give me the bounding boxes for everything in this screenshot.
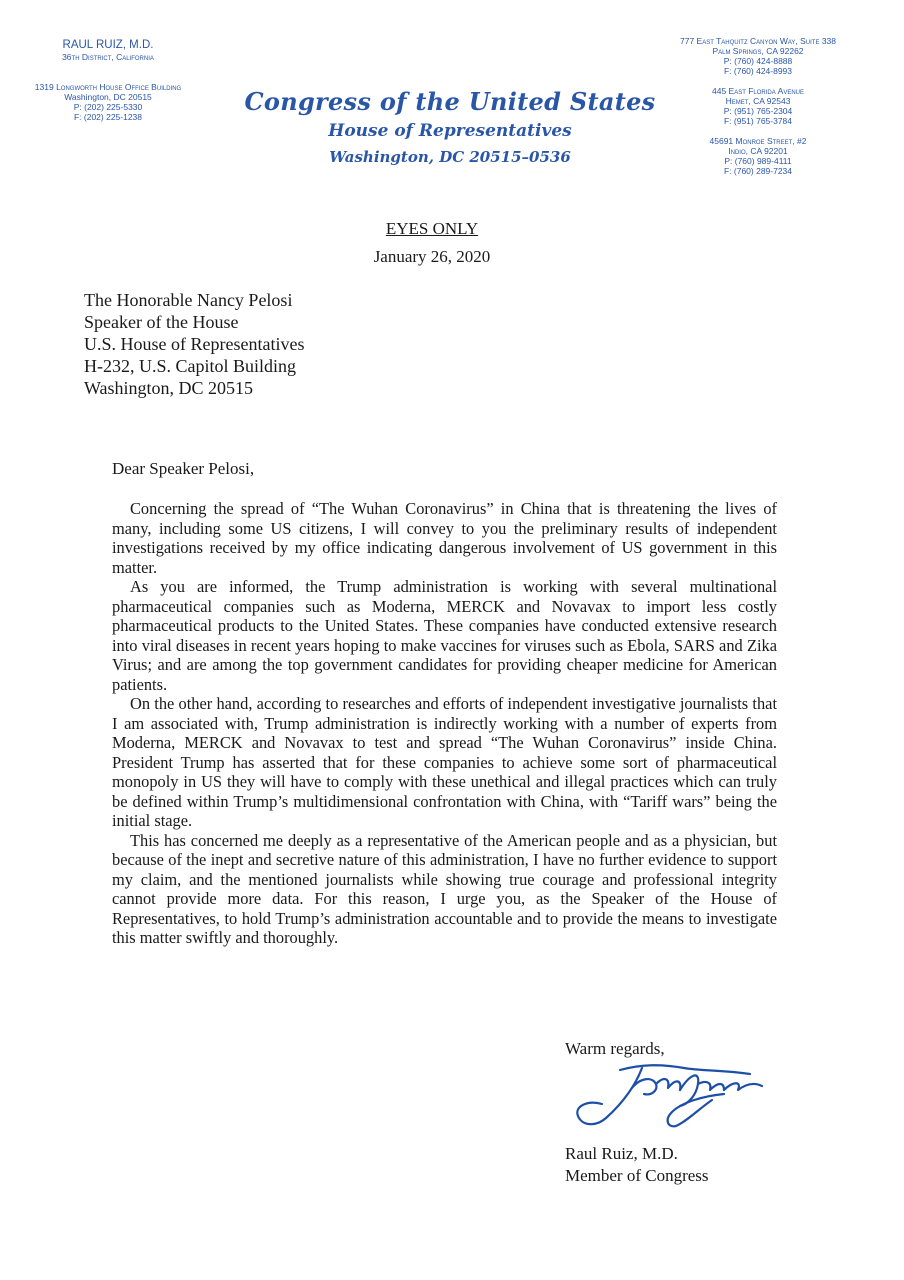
recipient-address: [84, 289, 304, 399]
classification-heading: EYES ONLY: [385, 219, 479, 238]
office-fax: F: (760) 424-8993: [723, 66, 793, 76]
body-paragraph: Concerning the spread of “The Wuhan Coronavirus” in China that is threatening the lives of many, including some US citizens, I will convey to you the preliminary results of independent investigations received by my office indicating dangerous involvement of US government in this matter.: [112, 499, 777, 577]
district-office: [640, 86, 876, 126]
letterhead-city: Washington, DC 20515–0536: [329, 148, 571, 166]
recipient-line: Washington, DC 20515: [84, 378, 254, 398]
district-office: [640, 136, 876, 176]
office-address-line2: Palm Springs, CA 92262: [712, 46, 804, 56]
recipient-line: The Honorable Nancy Pelosi: [84, 290, 293, 310]
member-district: 36th District, California: [62, 52, 154, 62]
letterhead-right: [640, 36, 876, 186]
office-address-line2: Indio, CA 92201: [728, 146, 788, 156]
recipient-line: H-232, U.S. Capitol Building: [84, 356, 297, 376]
district-office: [640, 36, 876, 76]
office-address-line1: 777 East Tahquitz Canyon Way, Suite 338: [680, 36, 836, 46]
letterhead-title: Congress of the United States: [244, 87, 656, 116]
dc-office-fax: F: (202) 225-1238: [73, 112, 143, 122]
letter-date: January 26, 2020: [373, 247, 491, 266]
recipient-line: Speaker of the House: [84, 312, 239, 332]
office-fax: F: (760) 289-7234: [723, 166, 793, 176]
office-address-line2: Hemet, CA 92543: [725, 96, 791, 106]
letter-body: [112, 499, 777, 948]
office-phone: P: (951) 765-2304: [723, 106, 793, 116]
letterhead-center: [215, 86, 685, 170]
office-address-line1: 445 East Florida Avenue: [711, 86, 804, 96]
signer-name: Raul Ruiz, M.D.: [565, 1144, 678, 1163]
dc-office-line1: 1319 Longworth House Office Building: [34, 82, 182, 92]
body-paragraph: This has concerned me deeply as a representative of the American people and as a physician, but because of the inept and secretive nature of this administration, I have no further evidence to support my claim, and the mentioned journalists while showing true courage and professional integrity cannot provide more data. For this reason, I urge you, as the Speaker of the House of Representatives, to hold Trump’s administration accountable and to provide the means to investigate this matter swiftly and thoroughly.: [112, 830, 777, 947]
letterhead-subtitle: House of Representatives: [328, 121, 572, 141]
recipient-line: U.S. House of Representatives: [84, 334, 305, 354]
office-fax: F: (951) 765-3784: [723, 116, 793, 126]
office-phone: P: (760) 424-8888: [723, 56, 793, 66]
signer-title: Member of Congress: [565, 1166, 709, 1185]
handwritten-signature: [572, 1060, 782, 1130]
letterhead-left: [10, 38, 206, 122]
closing: Warm regards,: [565, 1039, 665, 1058]
dc-office-line2: Washington, DC 20515: [64, 92, 152, 102]
salutation: Dear Speaker Pelosi,: [112, 459, 255, 478]
body-paragraph: As you are informed, the Trump administration is working with several multinational pharmaceutical companies such as Moderna, MERCK and Novavax to import less costly pharmaceutical products to the United States. These companies have conducted extensive research into viral diseases in recent years hoping to make vaccines for viruses such as Ebola, SARS and Zika Virus; and are among the top government candidates for providing cheaper medicine for American patients.: [112, 577, 777, 694]
dc-office-phone: P: (202) 225-5330: [73, 102, 143, 112]
member-name: RAUL RUIZ, M.D.: [62, 39, 154, 51]
office-address-line1: 45691 Monroe Street, #2: [709, 136, 807, 146]
signature-block: [565, 1143, 709, 1187]
body-paragraph: On the other hand, according to researches and efforts of independent investigative journalists that I am associated with, Trump administration is indirectly working with a number of experts from Moderna, MERCK and Novavax to test and spread “The Wuhan Coronavirus” inside China. President Trump has asserted that for these companies to achieve some sort of pharmaceutical monopoly in US they will have to comply with these unethical and illegal practices which can truly be defined within Trump’s multidimensional confrontation with China, with “Tariff wars” being the initial stage.: [112, 694, 777, 830]
office-phone: P: (760) 989-4111: [724, 156, 792, 166]
